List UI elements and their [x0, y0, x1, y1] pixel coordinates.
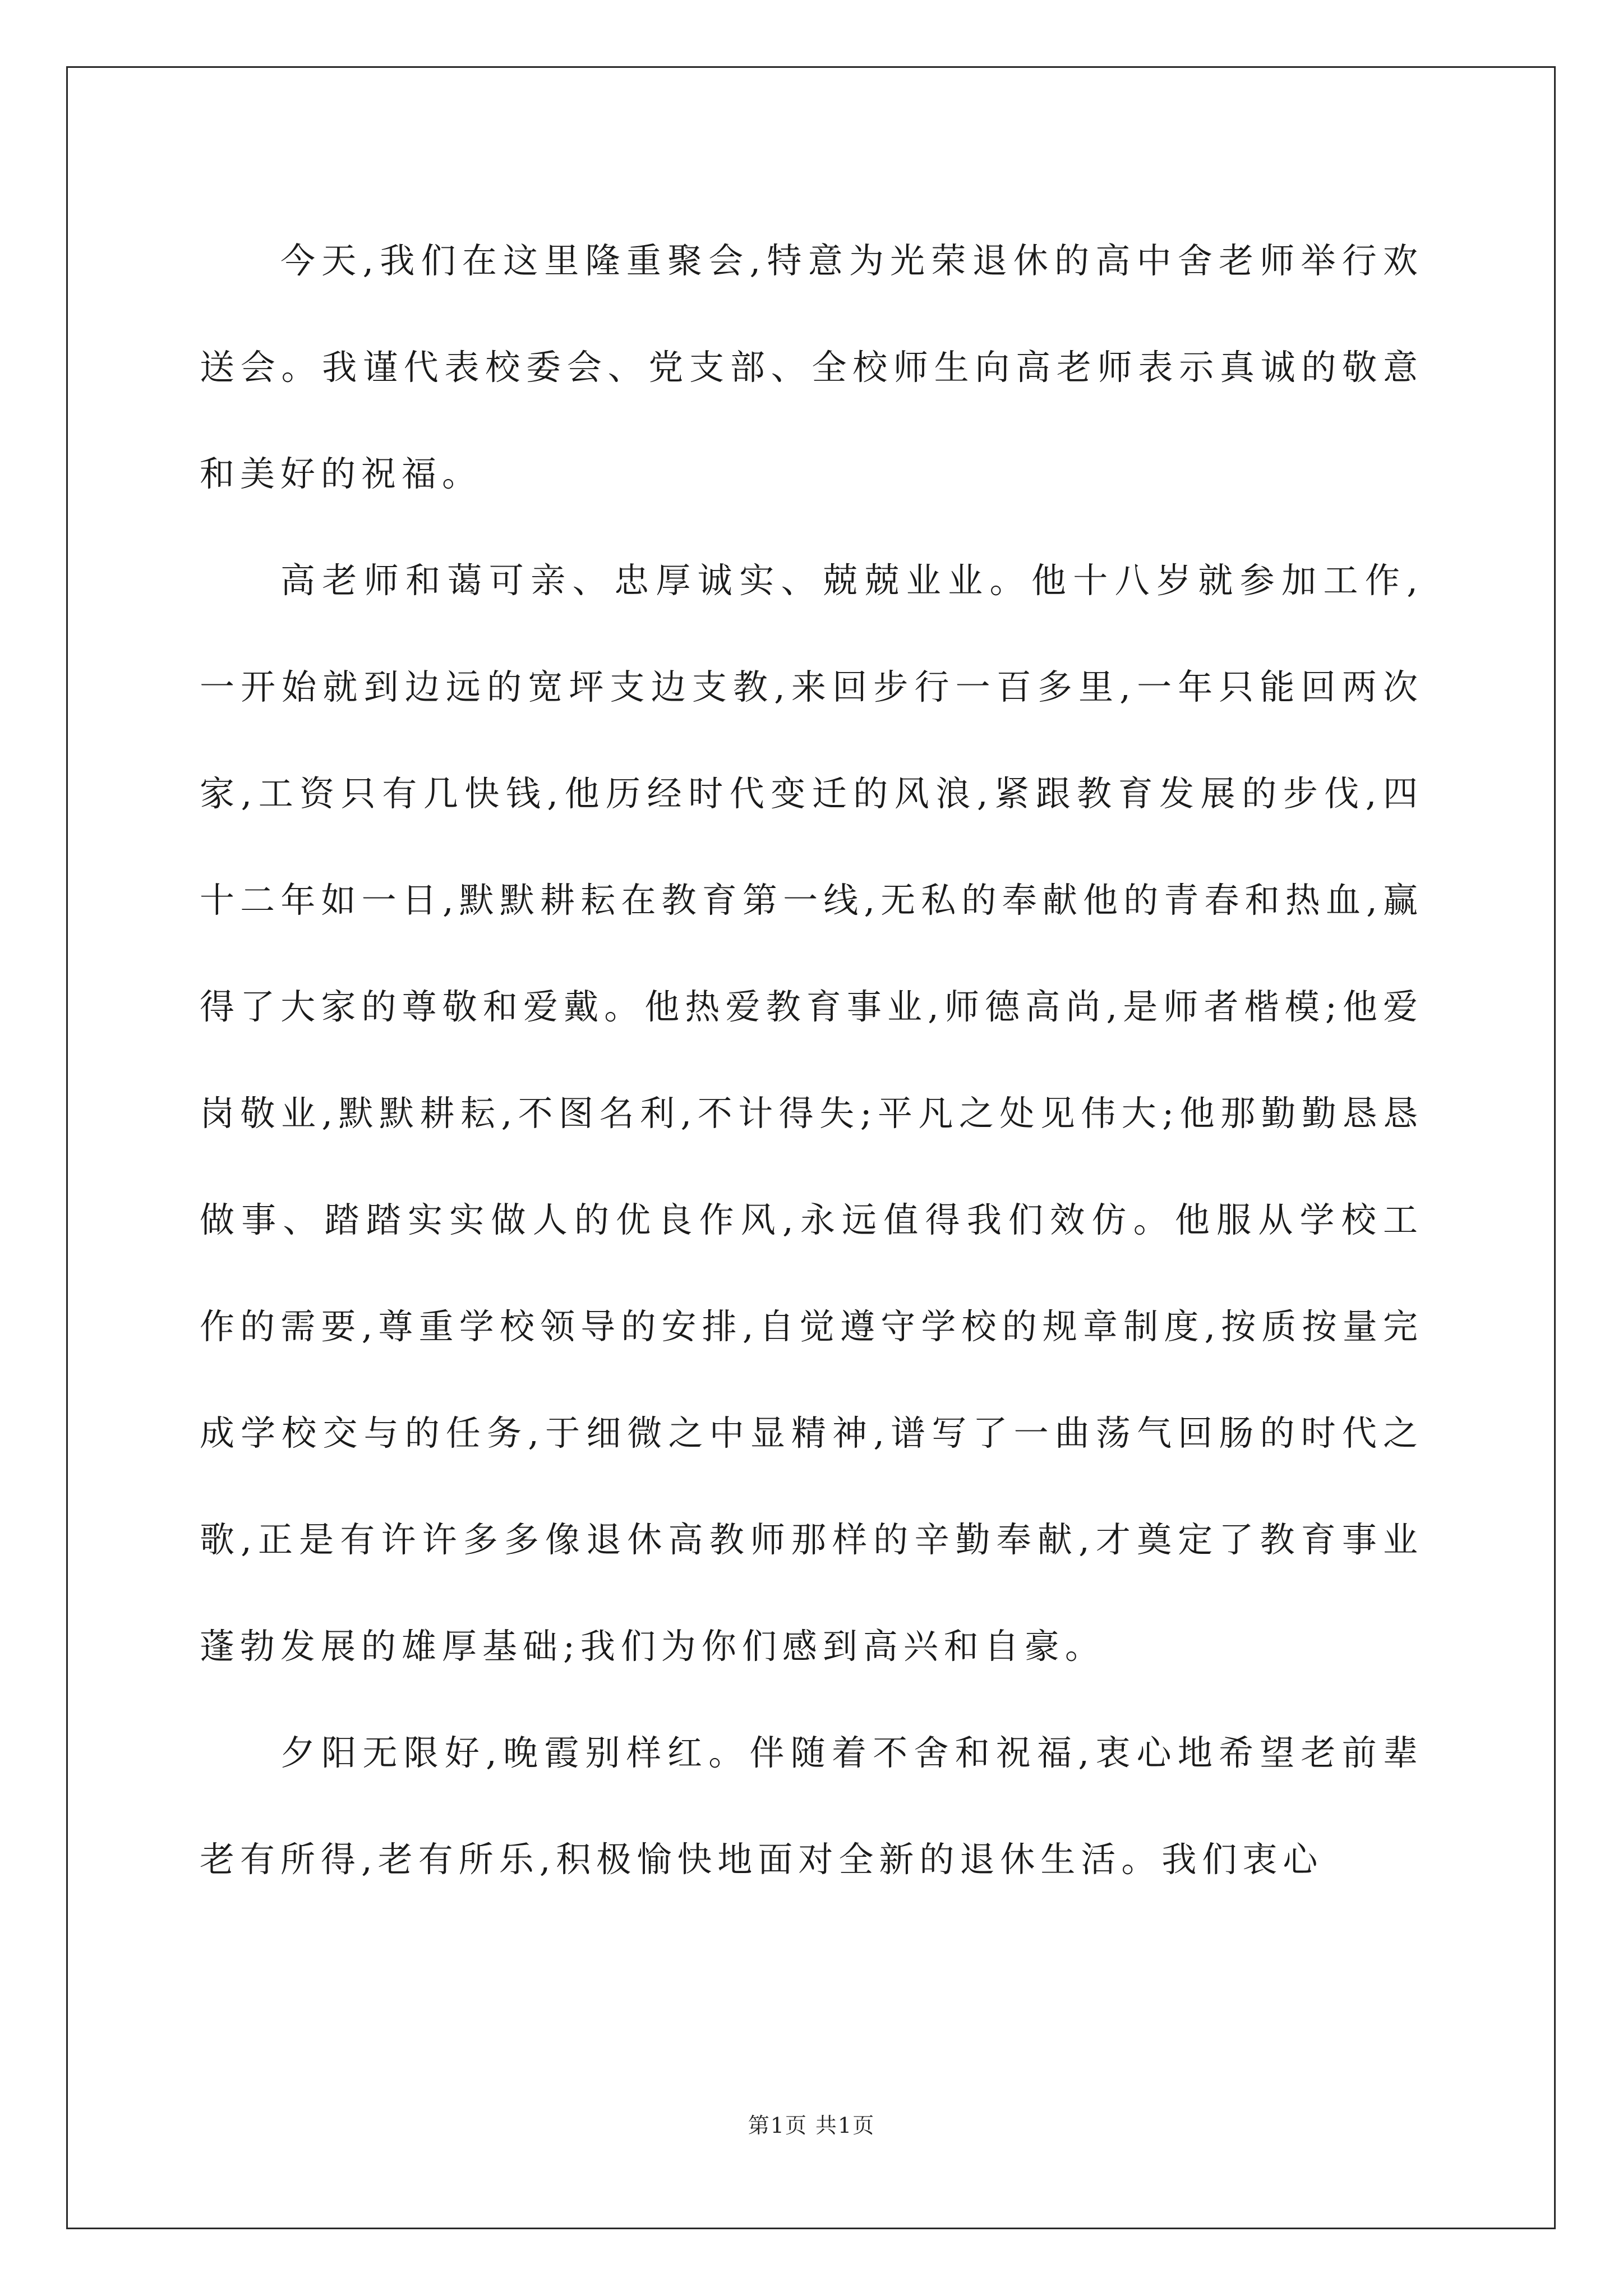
paragraph-2: 高老师和蔼可亲、忠厚诚实、兢兢业业。他十八岁就参加工作,一开始就到边远的宽坪支边支教,来回步行一百多里,一年只能回两次家,工资只有几快钱,他历经时代变迁的风浪,紧跟教育发展的步伐,四十二年如一日,默默耕耘在教育第一线,无私的奉献他的青春和热血,赢得了大家的尊敬和爱戴。他热爱教育事业,师德高尚,是师者楷模;他爱岗敬业,默默耕耘,不图名利,不计得失;平凡之处见伟大;他那勤勤恳恳做事、踏踏实实做人的优良作风,永远值得我们效仿。他服从学校工作的需要,尊重学校领导的安排,自觉遵守学校的规章制度,按质按量完成学校交与的任务,于细微之中显精神,谱写了一曲荡气回肠的时代之歌,正是有许许多多像退休高教师那样的辛勤奉献,才奠定了教育事业蓬勃发展的雄厚基础;我们为你们感到高兴和自豪。 [200, 560, 1423, 1667]
paragraph-1: 今天,我们在这里隆重聚会,特意为光荣退休的高中舍老师举行欢送会。我谨代表校委会、党支部、全校师生向高老师表示真诚的敬意和美好的祝福。 [200, 240, 1423, 494]
page-number-footer: 第1页 共1页 [748, 2113, 875, 2138]
document-body [200, 208, 1423, 1913]
paragraph-3: 夕阳无限好,晚霞别样红。伴随着不舍和祝福,衷心地希望老前辈老有所得,老有所乐,积极愉快地面对全新的退休生活。我们衷心 [200, 1732, 1423, 1880]
